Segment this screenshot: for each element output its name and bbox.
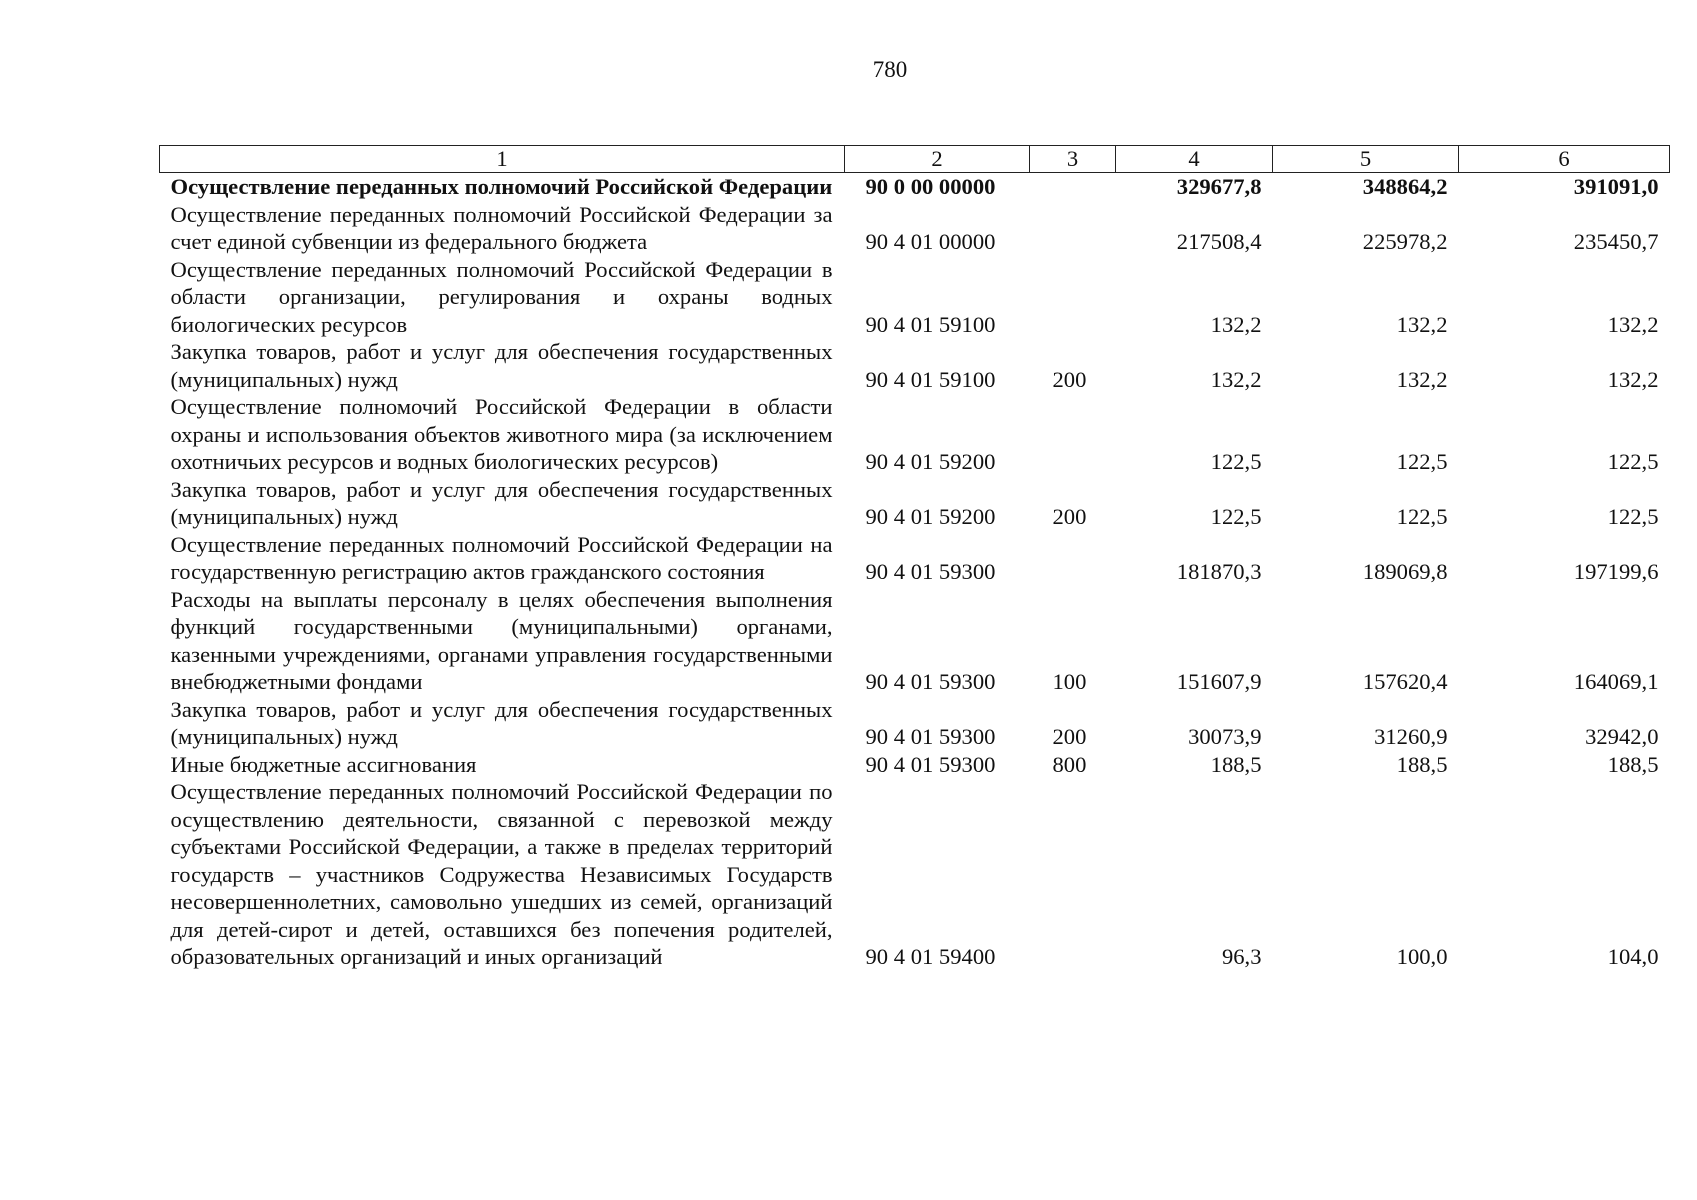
row-value-4: 132,2 bbox=[1210, 311, 1262, 337]
row-value-6: 391091,0 bbox=[1573, 174, 1659, 199]
table-header bbox=[160, 146, 1670, 173]
row-name: Закупка товаров, работ и услуг для обеспечения государственных (муниципальных) нужд bbox=[170, 696, 833, 749]
row-code: 90 4 01 59100 bbox=[865, 366, 996, 392]
row-value-6: 122,5 bbox=[1607, 449, 1659, 474]
row-value-5: 348864,2 bbox=[1362, 174, 1448, 199]
row-value-6: 32942,0 bbox=[1585, 724, 1659, 749]
row-kind bbox=[1030, 201, 1116, 256]
row-kind: 200 bbox=[1052, 366, 1087, 392]
row-value-6: 132,2 bbox=[1607, 311, 1659, 337]
row-value-4: 132,2 bbox=[1210, 366, 1262, 392]
row-value-5: 122,5 bbox=[1396, 449, 1448, 474]
row-name: Закупка товаров, работ и услуг для обеспечения государственных (муниципальных) нужд bbox=[170, 339, 833, 392]
row-name: Иные бюджетные ассигнования bbox=[170, 751, 477, 777]
header-col-1: 1 bbox=[160, 146, 845, 173]
row-code: 90 4 01 59400 bbox=[865, 944, 996, 969]
row-value-5: 100,0 bbox=[1396, 944, 1448, 969]
row-value-6: 235450,7 bbox=[1573, 229, 1659, 254]
row-value-4: 181870,3 bbox=[1176, 559, 1262, 584]
row-name: Осуществление переданных полномочий Российской Федерации bbox=[170, 174, 833, 199]
row-value-6: 188,5 bbox=[1607, 751, 1659, 777]
row-name: Осуществление переданных полномочий Российской Федерации в области организации, регулирования и охраны водных биологических ресурсов bbox=[170, 256, 833, 337]
row-value-6: 122,5 bbox=[1607, 504, 1659, 529]
row-code: 90 4 01 59300 bbox=[865, 559, 996, 584]
row-code: 90 4 01 59300 bbox=[865, 751, 996, 777]
row-value-5: 188,5 bbox=[1396, 751, 1448, 777]
row-value-4: 188,5 bbox=[1210, 751, 1262, 777]
row-value-5: 122,5 bbox=[1396, 504, 1448, 529]
row-value-5: 189069,8 bbox=[1362, 559, 1448, 584]
row-kind bbox=[1030, 531, 1116, 586]
row-code: 90 4 01 59300 bbox=[865, 669, 996, 694]
row-value-6: 104,0 bbox=[1607, 944, 1659, 969]
row-name: Осуществление переданных полномочий Российской Федерации на государственную регистрацию актов гражданского состояния bbox=[170, 531, 833, 584]
row-name: Закупка товаров, работ и услуг для обеспечения государственных (муниципальных) нужд bbox=[170, 476, 833, 529]
row-name: Осуществление переданных полномочий Российской Федерации по осуществлению деятельности, связанной с перевозкой между субъектами Российской Федерации, а также в пределах территорий государств – участников Содружества Независимых Государств несовершеннолетних, самовольно ушедших из семей, организаций для детей-сирот и детей, оставшихся без попечения родителей, образовательных организаций и иных организаций bbox=[170, 779, 833, 969]
row-value-5: 132,2 bbox=[1396, 366, 1448, 392]
header-col-3: 3 bbox=[1030, 146, 1116, 173]
row-value-5: 31260,9 bbox=[1374, 724, 1448, 749]
table-row bbox=[160, 393, 1670, 476]
row-value-5: 132,2 bbox=[1396, 311, 1448, 337]
table-row bbox=[160, 778, 1670, 971]
row-value-4: 151607,9 bbox=[1176, 669, 1262, 694]
row-value-6: 132,2 bbox=[1607, 366, 1659, 392]
row-kind bbox=[1030, 173, 1116, 201]
row-kind bbox=[1030, 778, 1116, 971]
row-name: Расходы на выплаты персоналу в целях обеспечения выполнения функций государственными (муниципальными) органами, казенными учреждениями, органами управления государственными внебюджетными фондами bbox=[170, 586, 833, 694]
row-kind: 100 bbox=[1052, 669, 1087, 694]
row-code: 90 4 01 59200 bbox=[865, 504, 996, 529]
budget-table bbox=[159, 145, 1670, 971]
row-code: 90 4 01 59100 bbox=[865, 311, 996, 337]
row-value-4: 217508,4 bbox=[1176, 229, 1262, 254]
row-value-4: 329677,8 bbox=[1176, 174, 1262, 199]
table-row bbox=[160, 338, 1670, 393]
table-row bbox=[160, 256, 1670, 339]
row-name: Осуществление полномочий Российской Федерации в области охраны и использования объектов животного мира (за исключением охотничьих ресурсов и водных биологических ресурсов) bbox=[170, 394, 833, 474]
row-kind: 200 bbox=[1052, 724, 1087, 749]
row-name: Осуществление переданных полномочий Российской Федерации за счет единой субвенции из федерального бюджета bbox=[170, 201, 833, 254]
row-kind: 200 bbox=[1052, 504, 1087, 529]
row-code: 90 4 01 59200 bbox=[865, 449, 996, 474]
row-kind bbox=[1030, 393, 1116, 476]
table-row bbox=[160, 586, 1670, 696]
table-row bbox=[160, 476, 1670, 531]
header-col-5: 5 bbox=[1273, 146, 1459, 173]
table-row bbox=[160, 201, 1670, 256]
header-col-6: 6 bbox=[1459, 146, 1670, 173]
header-col-4: 4 bbox=[1116, 146, 1273, 173]
row-code: 90 0 00 00000 bbox=[865, 174, 996, 199]
row-code: 90 4 01 00000 bbox=[865, 229, 996, 254]
table-row bbox=[160, 751, 1670, 779]
row-value-6: 197199,6 bbox=[1573, 559, 1659, 584]
row-value-4: 122,5 bbox=[1210, 449, 1262, 474]
row-kind bbox=[1030, 256, 1116, 339]
row-code: 90 4 01 59300 bbox=[865, 724, 996, 749]
table-row bbox=[160, 173, 1670, 201]
table-body bbox=[160, 173, 1670, 971]
table-row bbox=[160, 531, 1670, 586]
row-value-4: 30073,9 bbox=[1188, 724, 1262, 749]
row-kind: 800 bbox=[1052, 751, 1087, 777]
table-row bbox=[160, 696, 1670, 751]
row-value-4: 122,5 bbox=[1210, 504, 1262, 529]
row-value-6: 164069,1 bbox=[1573, 669, 1659, 694]
header-col-2: 2 bbox=[845, 146, 1030, 173]
page-number: 780 bbox=[872, 57, 908, 82]
row-value-5: 225978,2 bbox=[1362, 229, 1448, 254]
row-value-5: 157620,4 bbox=[1362, 669, 1448, 694]
row-value-4: 96,3 bbox=[1221, 944, 1262, 969]
header-row bbox=[160, 146, 1670, 173]
